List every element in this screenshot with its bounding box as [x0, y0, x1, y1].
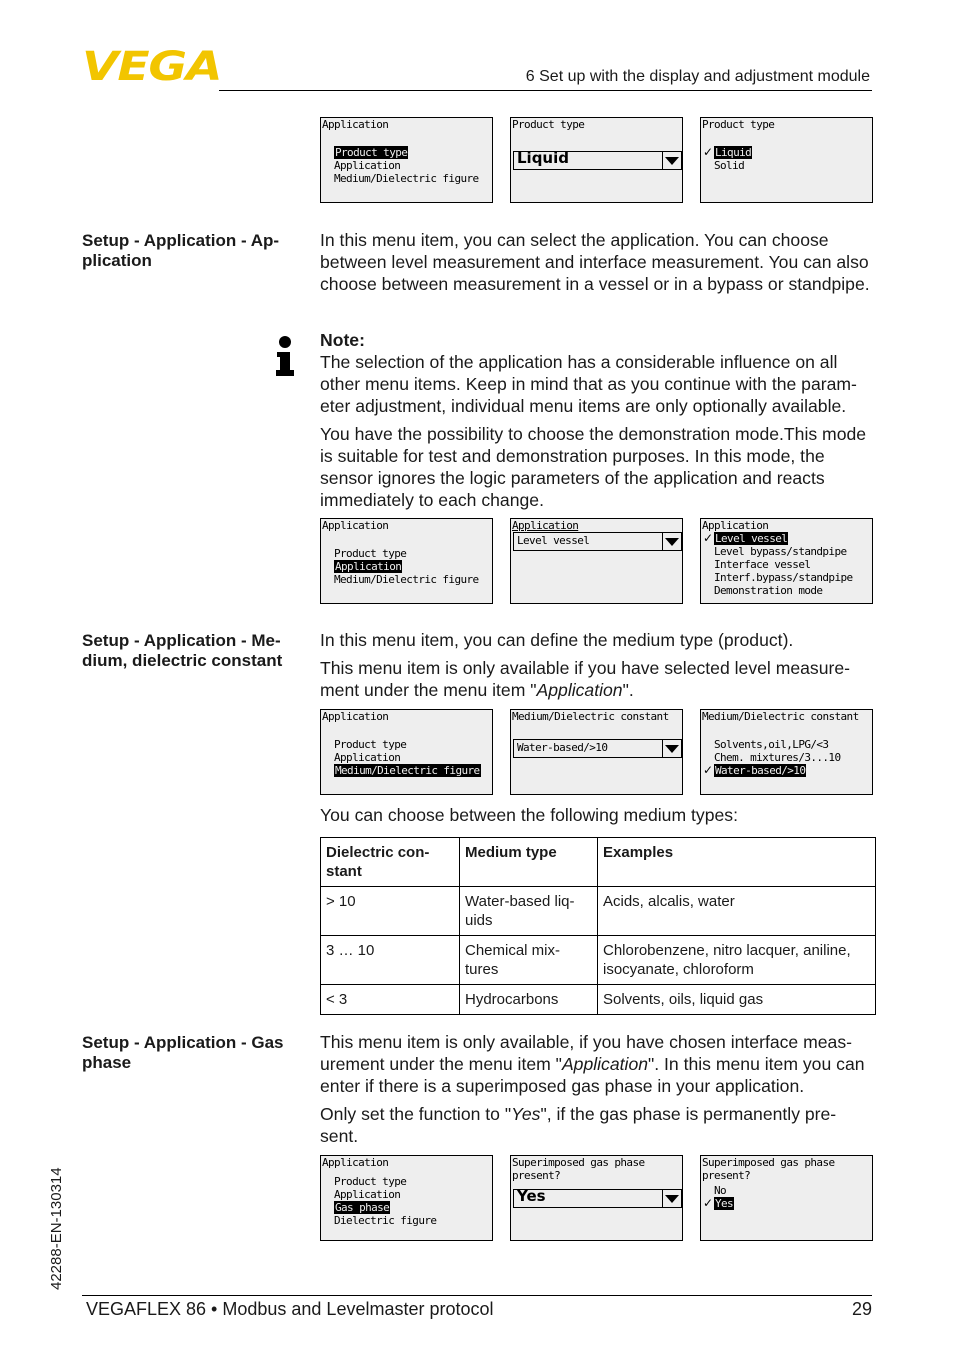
lcd-screen-dropdown [510, 709, 683, 795]
table-row [321, 936, 876, 985]
lcd-title: Application [702, 519, 769, 532]
section-heading-medium: Setup - Application - Me- dium, dielectric constant [82, 631, 283, 670]
table-header: Dielectric con- stant [321, 838, 460, 887]
lcd-item: Gas phase [335, 1201, 390, 1214]
lcd-title: Product type [702, 118, 775, 131]
header-rule [219, 90, 872, 91]
footer-product: VEGAFLEX 86 • Modbus and Levelmaster protocol [86, 1299, 494, 1319]
table-cell: Acids, alcalis, water [598, 887, 876, 936]
lcd-item: Level vessel [715, 532, 788, 545]
section-heading-gas-phase: Setup - Application - Gas phase [82, 1033, 284, 1072]
lcd-title: Superimposed gas phase [702, 1156, 835, 1169]
note-label: Note: [320, 330, 365, 350]
lcd-item: Application [334, 751, 401, 764]
note-text: The selection of the application has a considerable influence on all other menu items. Keep in mind that as you continue with the param- eter adjustment, individual menu items are only optionally available. [320, 352, 857, 416]
lcd-dropdown-value: Liquid [517, 149, 569, 167]
lcd-dropdown [513, 151, 682, 170]
lcd-dropdown [513, 739, 682, 758]
lcd-screen-menu [320, 117, 493, 203]
paragraph: You have the possibility to choose the demonstration mode.This mode is suitable for test and demonstration purposes. In this mode, the sensor ignores the logic parameters of the application and reacts immediately to each change. [320, 424, 867, 510]
lcd-item: Product type [335, 146, 408, 159]
lcd-item: Application [334, 1188, 401, 1201]
page-number: 29 [851, 1299, 872, 1319]
lcd-screen-dropdown [510, 117, 683, 203]
lcd-screen-list [700, 1155, 873, 1241]
lcd-title: present? [512, 1169, 561, 1182]
lcd-screen-list [700, 709, 873, 795]
lcd-screen-list [700, 518, 873, 604]
dropdown-arrow-icon [662, 152, 681, 169]
lcd-item: Interface vessel [714, 558, 811, 571]
table-cell: > 10 [321, 887, 460, 936]
table-cell: Hydrocarbons [460, 985, 598, 1015]
paragraph: This menu item is only available if you have selected level measure- ment under the menu item "Application". [320, 658, 851, 700]
lcd-screen-menu [320, 518, 493, 604]
lcd-title: Product type [512, 118, 585, 131]
lcd-item: Demonstration mode [714, 584, 823, 597]
dropdown-arrow-icon [662, 740, 681, 757]
lcd-title: Superimposed gas phase [512, 1156, 645, 1169]
lcd-dropdown-value: Level vessel [517, 534, 590, 547]
table-header: Medium type [460, 838, 598, 887]
lcd-screen-list [700, 117, 873, 203]
table-cell: Chemical mix- tures [460, 936, 598, 985]
lcd-item: Product type [334, 1175, 407, 1188]
lcd-item: Product type [334, 547, 407, 560]
table-cell: 3 … 10 [321, 936, 460, 985]
paragraph: You can choose between the following medium types: [320, 805, 738, 825]
lcd-item: Level bypass/standpipe [714, 545, 847, 558]
section-heading-application: Setup - Application - Ap- plication [82, 231, 280, 270]
lcd-item: Liquid [715, 146, 752, 159]
lcd-item: No [714, 1184, 727, 1197]
lcd-dropdown [513, 532, 682, 551]
lcd-screen-dropdown [510, 518, 683, 604]
table-row [321, 985, 876, 1015]
lcd-title: Application [322, 118, 389, 131]
table-header-row [321, 838, 876, 887]
lcd-item: Application [334, 159, 401, 172]
lcd-item: Dielectric figure [334, 1214, 437, 1227]
medium-type-table [320, 837, 876, 1015]
table-cell: < 3 [321, 985, 460, 1015]
lcd-item: Medium/Dielectric figure [335, 764, 480, 777]
checkmark-icon: ✓ [703, 763, 714, 777]
paragraph: In this menu item, you can select the application. You can choose between level measurement and interface measurement. You can also choose between measurement in a vessel or in a bypass or standpipe. [320, 230, 870, 294]
document-id: 42288-EN-130314 [48, 1167, 65, 1290]
lcd-item: Medium/Dielectric figure [334, 573, 479, 586]
lcd-screen-menu [320, 709, 493, 795]
lcd-item: Medium/Dielectric figure [334, 172, 479, 185]
lcd-dropdown-value: Water-based/>10 [517, 741, 608, 754]
table-header: Examples [598, 838, 876, 887]
checkmark-icon: ✓ [703, 145, 714, 159]
lcd-title: Application [322, 710, 389, 723]
chapter-title: 6 Set up with the display and adjustment module [525, 68, 870, 85]
paragraph: Only set the function to "Yes", if the gas phase is permanently pre- sent. [320, 1104, 837, 1146]
lcd-title: Medium/Dielectric constant [702, 710, 859, 723]
lcd-dropdown-value: Yes [517, 1187, 546, 1205]
table-row [321, 887, 876, 936]
lcd-title: Medium/Dielectric constant [512, 710, 669, 723]
table-cell: Solvents, oils, liquid gas [598, 985, 876, 1015]
paragraph: In this menu item, you can define the medium type (product). [320, 630, 794, 650]
lcd-item: Application [335, 560, 402, 573]
dropdown-arrow-icon [662, 1190, 681, 1207]
lcd-item: Interf.bypass/standpipe [714, 571, 853, 584]
lcd-item: Water-based/>10 [715, 764, 806, 777]
lcd-screen-menu [320, 1155, 493, 1241]
lcd-item: Chem. mixtures/3...10 [714, 751, 841, 764]
table-cell: Chlorobenzene, nitro lacquer, aniline, isocyanate, chloroform [598, 936, 876, 985]
checkmark-icon: ✓ [703, 531, 714, 545]
lcd-title: Application [512, 519, 579, 532]
lcd-title: Application [322, 1156, 389, 1169]
paragraph: This menu item is only available, if you have chosen interface meas- urement under the menu item "Application". In this menu item you can enter if there is a superimposed gas phase in your application. [320, 1032, 865, 1096]
lcd-screen-dropdown [510, 1155, 683, 1241]
lcd-dropdown [513, 1189, 682, 1208]
info-icon [276, 336, 294, 376]
lcd-item: Product type [334, 738, 407, 751]
lcd-item: Solvents,oil,LPG/<3 [714, 738, 829, 751]
footer-rule [82, 1295, 872, 1296]
lcd-title: Application [322, 519, 389, 532]
table-cell: Water-based liq- uids [460, 887, 598, 936]
dropdown-arrow-icon [662, 533, 681, 550]
lcd-title: present? [702, 1169, 751, 1182]
vega-logo: VEGA [82, 44, 222, 90]
lcd-item: Solid [714, 159, 745, 172]
lcd-item: Yes [715, 1197, 734, 1210]
checkmark-icon: ✓ [703, 1196, 714, 1210]
